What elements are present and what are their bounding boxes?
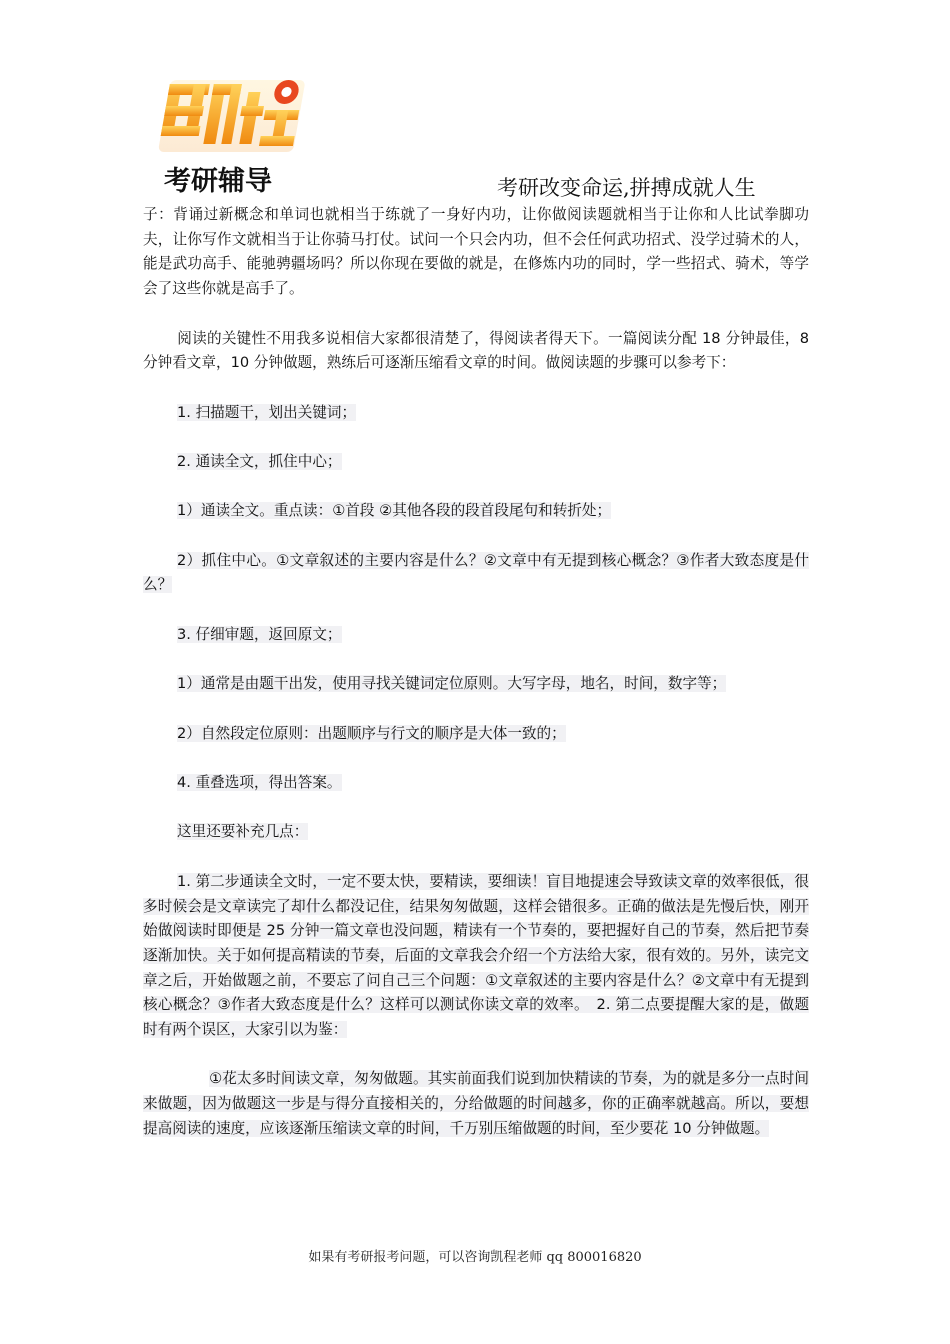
step-item: 3. 仔细审题，返回原文；: [177, 625, 342, 643]
sub-step-item: 1）通读全文。重点读：①首段 ②其他各段的段首段尾句和转折处；: [177, 502, 612, 520]
step-item: 2. 通读全文，抓住中心；: [177, 452, 342, 470]
paragraph: 子：背诵过新概念和单词也就相当于练就了一身好内功，让你做阅读题就相当于让你和人比试拳脚功夫，让你写作文就相当于让你骑马打仗。试问一个只会内功，但不会任何武功招式、没学过骑术的人，能是武功高手、能驰骋疆场吗？所以你现在要做的就是，在修炼内功的同时，学一些招式、骑术，等学会了这些你就是高手了。: [143, 206, 809, 298]
sub-step-item: 1）通常是由题干出发，使用寻找关键词定位原则。大写字母，地名，时间，数字等；: [177, 675, 727, 693]
sub-step-item: 2）自然段定位原则：出题顺序与行文的顺序是大体一致的；: [177, 724, 566, 742]
section-intro: 这里还要补充几点：: [177, 823, 309, 841]
paragraph: 阅读的关键性不用我多说相信大家都很清楚了，得阅读者得天下。一篇阅读分配 18 分钟最佳，8 分钟看文章，10 分钟做题，熟练后可逐渐压缩看文章的时间。做阅读题的步骤可以参考下：: [143, 329, 809, 372]
paragraph: ①花太多时间读文章，匆匆做题。其实前面我们说到加快精读的节奏，为的就是多分一点时间来做题，因为做题这一步是与得分直接相关的，分给做题的时间越多，你的正确率就越高。所以，要想提高阅读的速度，应该逐渐压缩读文章的时间，千万别压缩做题的时间，至少要花 10 分钟做题。: [143, 1070, 809, 1137]
kaicheng-logo: [150, 72, 310, 202]
step-item: 1. 扫描题干，划出关键词；: [177, 403, 357, 421]
paragraph: 1. 第二步通读全文时，一定不要太快，要精读，要细读！盲目地提速会导致读文章的效率很低，很多时候会是文章读完了却什么都没记住，结果匆匆做题，这样会错很多。正确的做法是先慢后快，刚开始做阅读时即便是 25 分钟一篇文章也没问题，精读有一个节奏的，要把握好自己的节奏，然后把节奏逐渐加快。关于如何提高精读的节奏，后面的文章我会介绍一个方法给大家，很有效的。另外，读完文章之后，开始做题之前，不要忘了问自己三个问题：①文章叙述的主要内容是什么？②文章中有无提到核心概念？③作者大致态度是什么？这样可以测试你读文章的效率。 2. 第二点要提醒大家的是，做题时有两个误区，大家引以为鉴：: [143, 872, 809, 1039]
step-item: 4. 重叠选项，得出答案。: [177, 774, 342, 792]
sub-step-item: 2）抓住中心。①文章叙述的主要内容是什么？②文章中有无提到核心概念？③作者大致态度是什么？: [143, 551, 809, 594]
logo-mark: [158, 80, 306, 152]
footer-contact: 如果有考研报考问题，可以咨询凯程老师 qq 800016820: [308, 1250, 642, 1265]
logo-subtitle: 考研辅导: [164, 166, 272, 197]
article-body: [143, 203, 809, 1142]
slogan: 考研改变命运,拼搏成就人生: [497, 176, 756, 200]
